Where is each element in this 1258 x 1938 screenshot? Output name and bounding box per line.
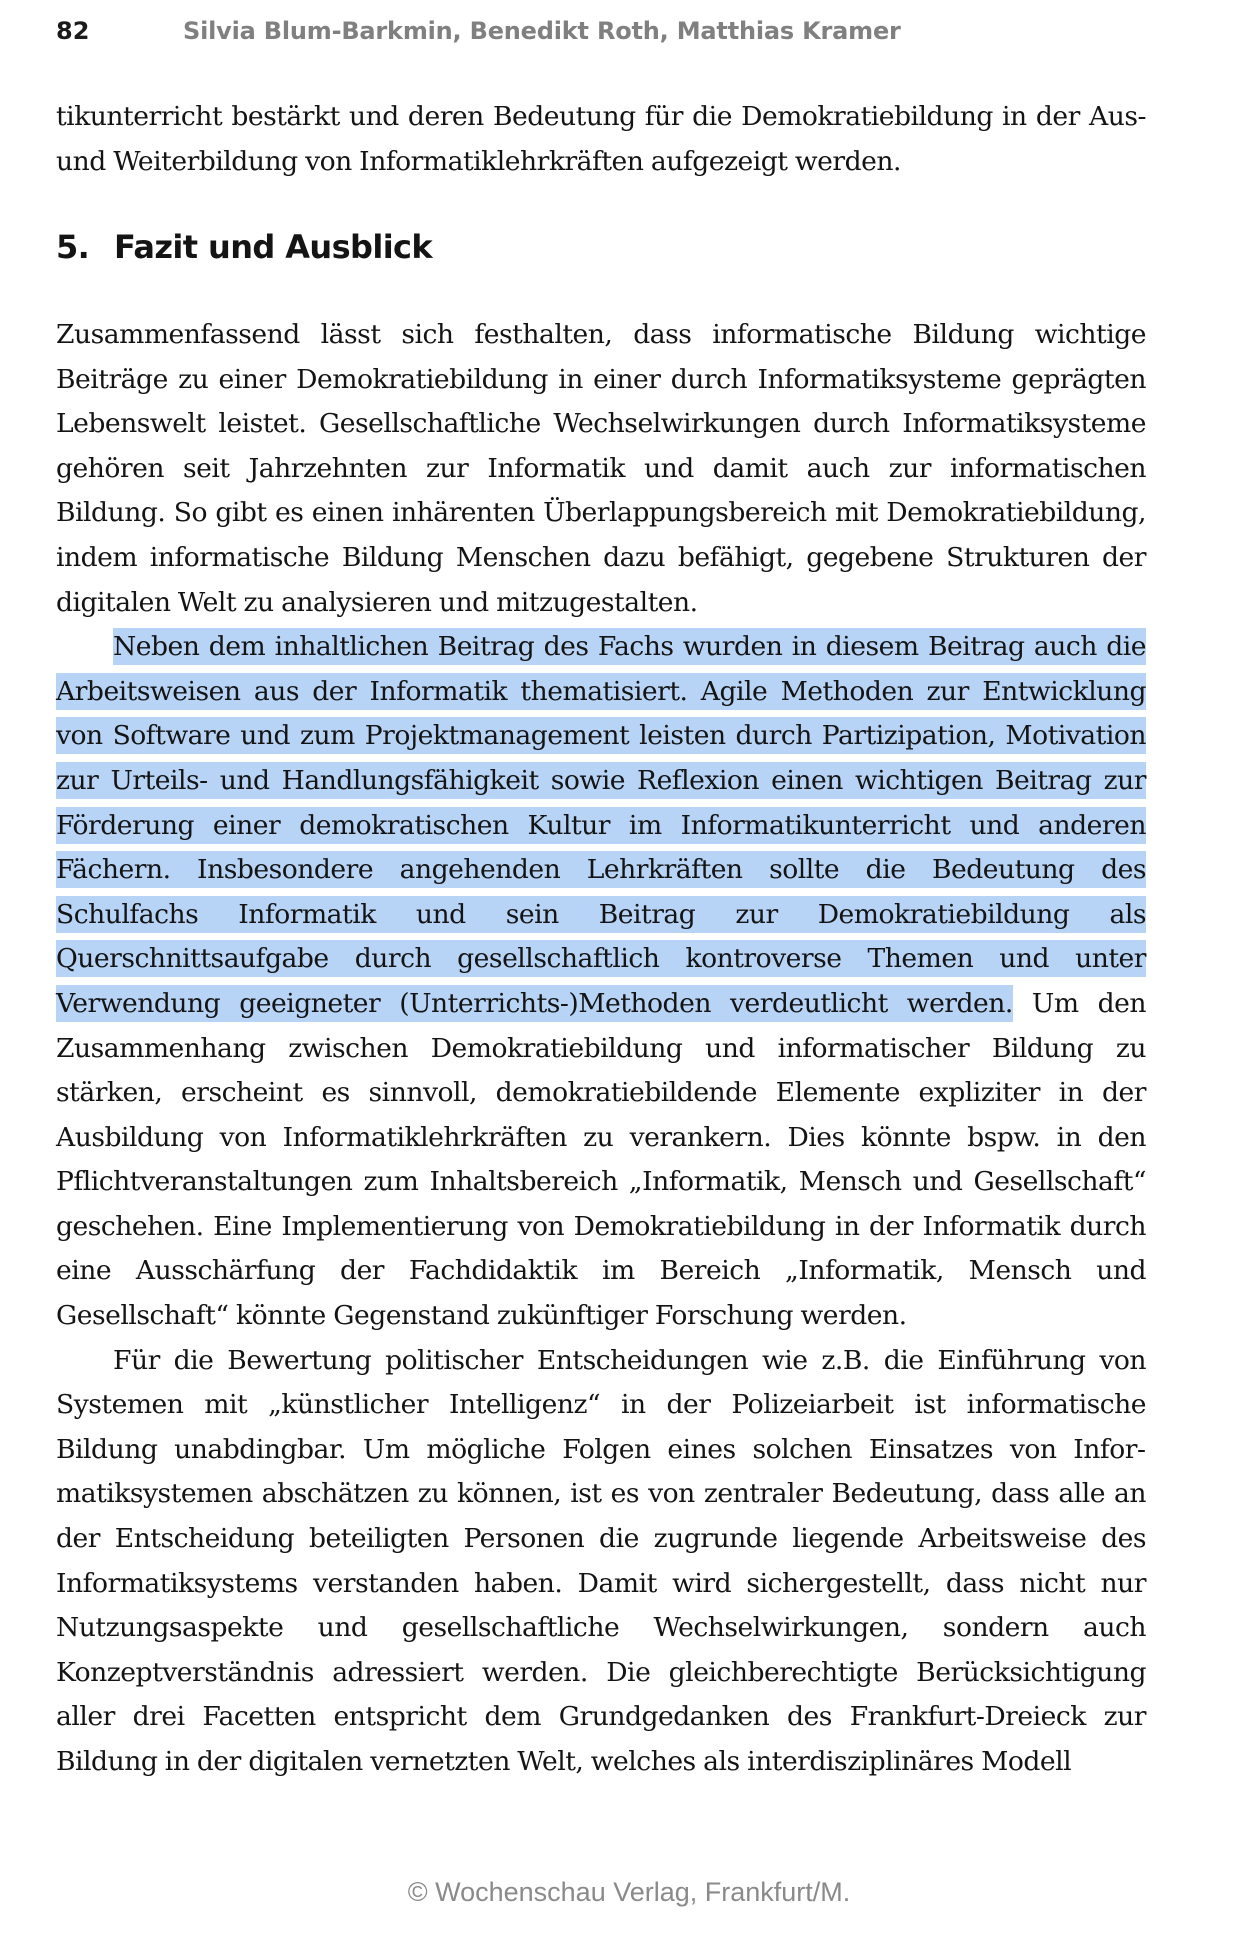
- page-number: 82: [56, 17, 90, 45]
- carryover-paragraph: tikunterricht bestärkt und deren Bedeutung für die Demokratiebildung in der Aus- und Weiterbildung von Informatiklehrkräften aufgezeigt werden.: [56, 101, 1146, 177]
- paragraph-methods: [56, 625, 1146, 1339]
- copyright-footer: © Wochenschau Verlag, Frankfurt/M.: [407, 1877, 851, 1907]
- paragraph-summary: Zusammenfassend lässt sich festhalten, dass informatische Bildung wichtige Beiträge zu einer Demokratiebildung in einer durch Informatiksysteme geprägten Lebenswelt leistet. Gesellschaftliche Wechselwirkungen durch Informatiksysteme gehören seit Jahrzehnten zur Informatik und damit auch zur informatischen Bildung. So gibt es einen inhärenten Überlappungsbereich mit Demokratiebildung, indem informatische Bildung Menschen dazu befähigt, gegebene Strukturen der digitalen Welt zu analysieren und mitzugestalten.: [56, 319, 1146, 618]
- section-heading: [56, 225, 432, 269]
- running-header: [56, 14, 901, 48]
- selected-text-highlight[interactable]: Neben dem inhaltlichen Beitrag des Fachs wurden in diesem Beitrag auch die Arbeitsweisen aus der Informatik thematisiert. Agile Methoden zur Entwicklung von Software und zum Projektmanagement leisten durch Partizipation, Motivation zur Urteils- und Handlungsfähigkeit sowie Reflexion einen wichtigen Beitrag zur Förderung einer demokratischen Kultur im Informatikunterricht und anderen Fächern. Insbesondere angehenden Lehrkräften sollte die Bedeutung des Schulfachs Informatik und sein Beitrag zur Demokratiebildung als Querschnittsaufgabe durch gesellschaftlich kontroverse Themen und unter Verwendung geeigneter (Unterrichts-)Methoden verdeutlicht werden.: [56, 631, 1146, 1019]
- section-number: 5.: [56, 228, 90, 266]
- header-authors: Silvia Blum-Barkmin, Benedikt Roth, Matthias Kramer: [183, 17, 901, 45]
- carryover-text-block: [56, 95, 1146, 184]
- section-title: Fazit und Ausblick: [114, 228, 433, 266]
- paragraph-methods-continuation: Um den Zusammenhang zwischen Demokratiebildung und informatischer Bildung zu stärken, erscheint es sinnvoll, demokratiebildende Elemente expliziter in der Ausbildung von Informatiklehrkräften zu verankern. Dies könnte bspw. in den Pflichtveranstaltungen zum Inhaltsbereich „Informatik, Mensch und Gesellschaft“ geschehen. Eine Implementierung von Demokratiebildung in der Informatik durch eine Ausschärfung der Fachdidaktik im Bereich „Informatik, Mensch und Gesellschaft“ könnte Gegenstand zukünftiger Forschung werden.: [56, 987, 1146, 1332]
- paragraph-evaluation: Für die Bewertung politischer Entscheidungen wie z.B. die Einführung von Systemen mit „künstlicher Intelligenz“ in der Polizeiarbeit ist informatische Bildung unabdingbar. Um mögliche Folgen eines solchen Einsatzes von Informatiksystemen abschätzen zu können, ist es von zentraler Bedeutung, dass alle an der Entscheidung beteiligten Personen die zugrunde liegende Arbeitsweise des Informatiksystems verstanden haben. Damit wird sichergestellt, dass nicht nur Nutzungsaspekte und gesellschaftliche Wechselwirkungen, sondern auch Konzeptverständnis adressiert werden. Die gleichberechtigte Berücksichtigung aller drei Facetten entspricht dem Grundgedanken des Frankfurt-Dreieck zur Bildung in der digitalen vernetzten Welt, welches als interdisziplinäres Modell: [56, 1344, 1146, 1777]
- section-body: [56, 313, 1146, 1785]
